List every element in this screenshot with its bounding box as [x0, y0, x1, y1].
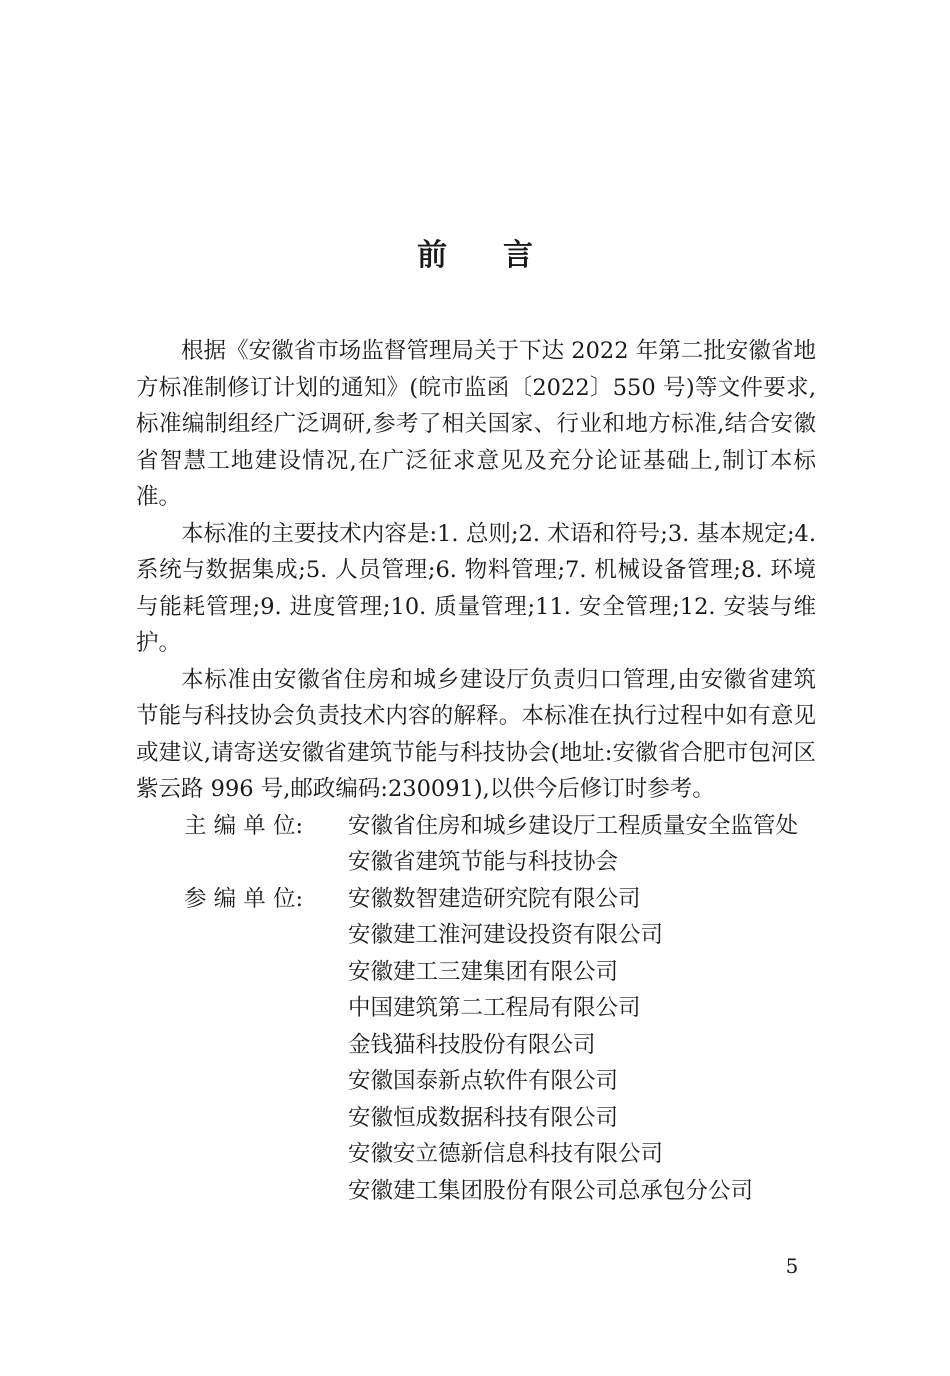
- participating-unit-item: 安徽国泰新点软件有限公司: [348, 1068, 619, 1094]
- participating-unit-item: 安徽数智建造研究院有限公司: [348, 885, 641, 912]
- participating-unit-item: 中国建筑第二工程局有限公司: [348, 995, 641, 1021]
- chief-units-list: [348, 808, 816, 881]
- participating-units-list: [348, 881, 816, 1210]
- chief-unit-item: 安徽省住房和城乡建设厅工程质量安全监管处: [348, 812, 799, 839]
- page-title: 前言: [417, 238, 589, 273]
- participating-unit-item: 安徽恒成数据科技有限公司: [348, 1104, 619, 1131]
- paragraph-background: 根据《安徽省市场监督管理局关于下达 2022 年第二批安徽省地方标准制修订计划的通知》(皖市监函〔2022〕550 号)等文件要求,标准编制组经广泛调研,参考了相关国家、行业和地方标准,结合安徽省智慧工地建设情况,在广泛征求意见及充分论证基础上,制订本标准。: [136, 338, 816, 510]
- page-number: 5: [785, 1254, 799, 1278]
- paragraph-technical-content: 本标准的主要技术内容是:1. 总则;2. 术语和符号;3. 基本规定;4. 系统与数据集成;5. 人员管理;6. 物料管理;7. 机械设备管理;8. 环境与能耗管理;9. 进度管理;10. 质量管理;11. 安全管理;12. 安装与维护。: [136, 520, 816, 656]
- units-section: [136, 808, 816, 1210]
- preface-body: [136, 333, 816, 1209]
- chief-units-row: [136, 808, 816, 881]
- participating-unit-item: 安徽建工淮河建设投资有限公司: [348, 922, 664, 948]
- chief-unit-item: 安徽省建筑节能与科技协会: [348, 849, 619, 875]
- chief-units-label: 主 编 单 位:: [184, 812, 304, 839]
- participating-units-label: 参 编 单 位:: [184, 885, 304, 912]
- paragraph-administration: 本标准由安徽省住房和城乡建设厅负责归口管理,由安徽省建筑节能与科技协会负责技术内容的解释。本标准在执行过程中如有意见或建议,请寄送安徽省建筑节能与科技协会(地址:安徽省合肥市包河区紫云路 996 号,邮政编码:230091),以供今后修订时参考。: [136, 666, 816, 802]
- participating-unit-item: 安徽安立德新信息科技有限公司: [348, 1141, 664, 1167]
- participating-unit-item: 金钱猫科技股份有限公司: [348, 1031, 596, 1058]
- participating-units-row: [136, 881, 816, 1210]
- participating-unit-item: 安徽建工集团股份有限公司总承包分公司: [348, 1177, 754, 1204]
- participating-unit-item: 安徽建工三建集团有限公司: [348, 958, 619, 985]
